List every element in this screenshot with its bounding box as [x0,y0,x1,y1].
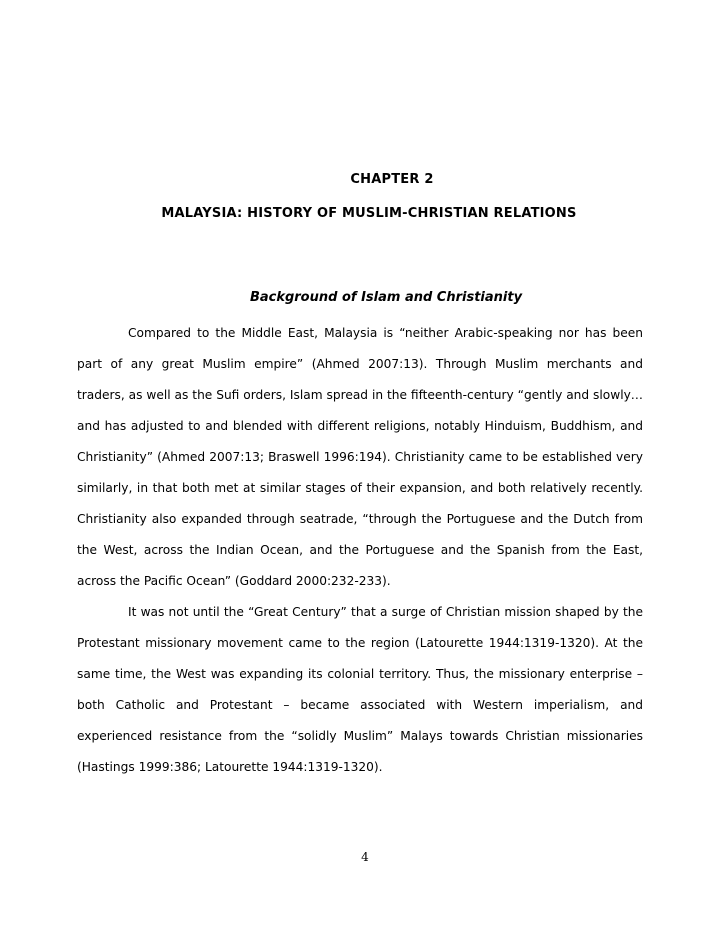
paragraph-1: Compared to the Middle East, Malaysia is “neither Arabic-speaking nor has been part of any great Muslim empire” (Ahmed 2007:13). Through Muslim merchants and traders, as well as the Sufi orders, Islam spread in the fifteenth-century “gently and slowly…and has adjusted to and blended with different religions, notably Hinduism, Buddhism, and Christianity” (Ahmed 2007:13; Braswell 1996:194). Christianity came to be established very similarly, in that both met at similar stages of their expansion, and both relatively recently. Christianity also expanded through seatrade, “through the Portuguese and the Dutch from the West, across the Indian Ocean, and the Portuguese and the Spanish from the East, across the Pacific Ocean” (Goddard 2000:232-233). [77,326,643,588]
chapter-title: MALAYSIA: HISTORY OF MUSLIM-CHRISTIAN RELATIONS [161,206,577,221]
section-heading: Background of Islam and Christianity [249,290,523,305]
body-text [77,318,643,783]
page-number: 4 [361,850,369,864]
chapter-label: CHAPTER 2 [350,172,434,187]
paragraph-2: It was not until the “Great Century” that a surge of Christian mission shaped by the Protestant missionary movement came to the region (Latourette 1944:1319-1320). At the same time, the West was expanding its colonial territory. Thus, the missionary enterprise – both Catholic and Protestant – became associated with Western imperialism, and experienced resistance from the “solidly Muslim” Malays towards Christian missionaries (Hastings 1999:386; Latourette 1944:1319-1320). [77,605,643,774]
